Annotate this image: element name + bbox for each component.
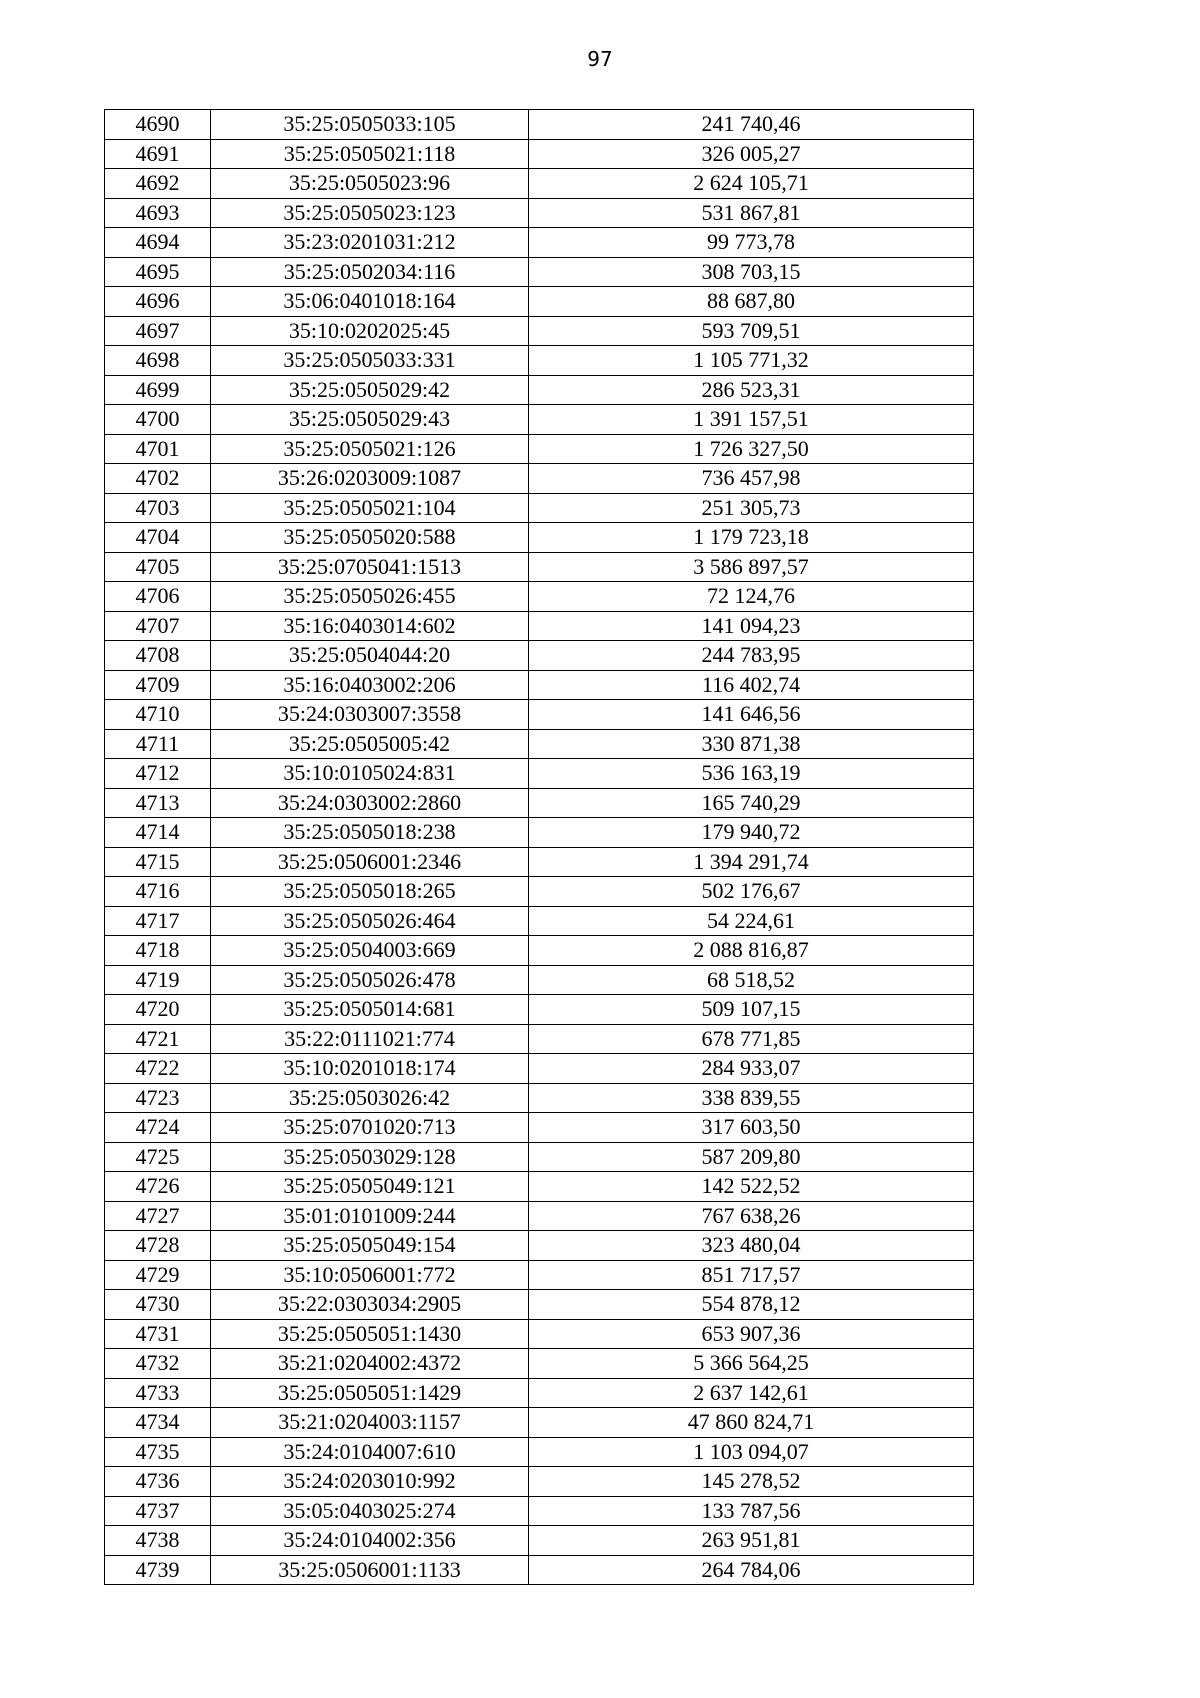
table-row	[105, 877, 974, 907]
row-number-cell: 4737	[105, 1496, 211, 1526]
value-cell: 133 787,56	[529, 1496, 974, 1526]
value-cell: 244 783,95	[529, 641, 974, 671]
value-cell: 767 638,26	[529, 1201, 974, 1231]
table-row	[105, 582, 974, 612]
row-number-cell: 4731	[105, 1319, 211, 1349]
cadastral-number-cell: 35:16:0403014:602	[211, 611, 529, 641]
cadastral-number-cell: 35:25:0505049:121	[211, 1172, 529, 1202]
row-number-cell: 4705	[105, 552, 211, 582]
cadastral-number-cell: 35:25:0505026:478	[211, 965, 529, 995]
cadastral-number-cell: 35:22:0303034:2905	[211, 1290, 529, 1320]
table-row	[105, 995, 974, 1025]
table-row	[105, 1496, 974, 1526]
cadastral-number-cell: 35:06:0401018:164	[211, 287, 529, 317]
table-row	[105, 1555, 974, 1585]
table-row	[105, 1437, 974, 1467]
value-cell: 653 907,36	[529, 1319, 974, 1349]
cadastral-number-cell: 35:05:0403025:274	[211, 1496, 529, 1526]
cadastral-number-cell: 35:25:0505018:265	[211, 877, 529, 907]
value-cell: 72 124,76	[529, 582, 974, 612]
value-cell: 2 624 105,71	[529, 169, 974, 199]
value-cell: 165 740,29	[529, 788, 974, 818]
value-cell: 554 878,12	[529, 1290, 974, 1320]
cadastral-number-cell: 35:25:0701020:713	[211, 1113, 529, 1143]
row-number-cell: 4697	[105, 316, 211, 346]
row-number-cell: 4720	[105, 995, 211, 1025]
row-number-cell: 4694	[105, 228, 211, 258]
table-row	[105, 1319, 974, 1349]
row-number-cell: 4725	[105, 1142, 211, 1172]
value-cell: 5 366 564,25	[529, 1349, 974, 1379]
value-cell: 736 457,98	[529, 464, 974, 494]
cadastral-number-cell: 35:25:0705041:1513	[211, 552, 529, 582]
value-cell: 1 391 157,51	[529, 405, 974, 435]
cadastral-number-cell: 35:25:0502034:116	[211, 257, 529, 287]
value-cell: 851 717,57	[529, 1260, 974, 1290]
table-row	[105, 729, 974, 759]
row-number-cell: 4732	[105, 1349, 211, 1379]
table-row	[105, 670, 974, 700]
row-number-cell: 4698	[105, 346, 211, 376]
row-number-cell: 4710	[105, 700, 211, 730]
cadastral-number-cell: 35:01:0101009:244	[211, 1201, 529, 1231]
table-row	[105, 169, 974, 199]
value-cell: 3 586 897,57	[529, 552, 974, 582]
cadastral-number-cell: 35:25:0505018:238	[211, 818, 529, 848]
table-row	[105, 1349, 974, 1379]
cadastral-number-cell: 35:25:0505020:588	[211, 523, 529, 553]
value-cell: 593 709,51	[529, 316, 974, 346]
value-cell: 509 107,15	[529, 995, 974, 1025]
row-number-cell: 4691	[105, 139, 211, 169]
table-row	[105, 552, 974, 582]
value-cell: 678 771,85	[529, 1024, 974, 1054]
cadastral-number-cell: 35:25:0505029:43	[211, 405, 529, 435]
table-row	[105, 139, 974, 169]
cadastral-number-cell: 35:25:0506001:1133	[211, 1555, 529, 1585]
row-number-cell: 4738	[105, 1526, 211, 1556]
row-number-cell: 4707	[105, 611, 211, 641]
table-row	[105, 1083, 974, 1113]
row-number-cell: 4717	[105, 906, 211, 936]
cadastral-number-cell: 35:25:0505023:123	[211, 198, 529, 228]
cadastral-number-cell: 35:25:0503026:42	[211, 1083, 529, 1113]
value-cell: 286 523,31	[529, 375, 974, 405]
value-cell: 1 394 291,74	[529, 847, 974, 877]
cadastral-number-cell: 35:25:0503029:128	[211, 1142, 529, 1172]
value-cell: 330 871,38	[529, 729, 974, 759]
value-cell: 263 951,81	[529, 1526, 974, 1556]
cadastral-number-cell: 35:10:0105024:831	[211, 759, 529, 789]
table-row	[105, 257, 974, 287]
row-number-cell: 4711	[105, 729, 211, 759]
table-row	[105, 1024, 974, 1054]
row-number-cell: 4721	[105, 1024, 211, 1054]
value-cell: 88 687,80	[529, 287, 974, 317]
value-cell: 1 179 723,18	[529, 523, 974, 553]
table-row	[105, 1408, 974, 1438]
table-row	[105, 700, 974, 730]
cadastral-number-cell: 35:10:0202025:45	[211, 316, 529, 346]
row-number-cell: 4727	[105, 1201, 211, 1231]
cadastral-number-cell: 35:25:0504044:20	[211, 641, 529, 671]
table-row	[105, 405, 974, 435]
table-row	[105, 1201, 974, 1231]
registry-table	[104, 109, 974, 1585]
cadastral-number-cell: 35:23:0201031:212	[211, 228, 529, 258]
table-row	[105, 1054, 974, 1084]
value-cell: 1 726 327,50	[529, 434, 974, 464]
value-cell: 1 105 771,32	[529, 346, 974, 376]
cadastral-number-cell: 35:24:0303007:3558	[211, 700, 529, 730]
cadastral-number-cell: 35:24:0104007:610	[211, 1437, 529, 1467]
table-row	[105, 1378, 974, 1408]
value-cell: 284 933,07	[529, 1054, 974, 1084]
value-cell: 145 278,52	[529, 1467, 974, 1497]
table-row	[105, 346, 974, 376]
table-row	[105, 1142, 974, 1172]
table-row	[105, 759, 974, 789]
value-cell: 47 860 824,71	[529, 1408, 974, 1438]
value-cell: 531 867,81	[529, 198, 974, 228]
page-number: 97	[587, 47, 613, 71]
row-number-cell: 4714	[105, 818, 211, 848]
row-number-cell: 4696	[105, 287, 211, 317]
value-cell: 502 176,67	[529, 877, 974, 907]
row-number-cell: 4739	[105, 1555, 211, 1585]
table-row	[105, 493, 974, 523]
row-number-cell: 4713	[105, 788, 211, 818]
table-row	[105, 641, 974, 671]
table-row	[105, 464, 974, 494]
cadastral-number-cell: 35:25:0505005:42	[211, 729, 529, 759]
value-cell: 308 703,15	[529, 257, 974, 287]
table-row	[105, 316, 974, 346]
value-cell: 2 088 816,87	[529, 936, 974, 966]
row-number-cell: 4722	[105, 1054, 211, 1084]
row-number-cell: 4708	[105, 641, 211, 671]
row-number-cell: 4716	[105, 877, 211, 907]
value-cell: 326 005,27	[529, 139, 974, 169]
value-cell: 99 773,78	[529, 228, 974, 258]
table-row	[105, 228, 974, 258]
table-row	[105, 906, 974, 936]
value-cell: 68 518,52	[529, 965, 974, 995]
cadastral-number-cell: 35:22:0111021:774	[211, 1024, 529, 1054]
table-row	[105, 110, 974, 140]
table-row	[105, 1260, 974, 1290]
cadastral-number-cell: 35:24:0303002:2860	[211, 788, 529, 818]
cadastral-number-cell: 35:10:0201018:174	[211, 1054, 529, 1084]
cadastral-number-cell: 35:25:0505033:105	[211, 110, 529, 140]
row-number-cell: 4715	[105, 847, 211, 877]
table-row	[105, 965, 974, 995]
row-number-cell: 4735	[105, 1437, 211, 1467]
value-cell: 141 094,23	[529, 611, 974, 641]
value-cell: 536 163,19	[529, 759, 974, 789]
cadastral-number-cell: 35:16:0403002:206	[211, 670, 529, 700]
table-row	[105, 1231, 974, 1261]
row-number-cell: 4700	[105, 405, 211, 435]
row-number-cell: 4724	[105, 1113, 211, 1143]
cadastral-number-cell: 35:24:0104002:356	[211, 1526, 529, 1556]
row-number-cell: 4693	[105, 198, 211, 228]
table-row	[105, 936, 974, 966]
value-cell: 54 224,61	[529, 906, 974, 936]
table-row	[105, 847, 974, 877]
row-number-cell: 4695	[105, 257, 211, 287]
cadastral-number-cell: 35:25:0506001:2346	[211, 847, 529, 877]
table-row	[105, 287, 974, 317]
cadastral-number-cell: 35:21:0204003:1157	[211, 1408, 529, 1438]
value-cell: 264 784,06	[529, 1555, 974, 1585]
row-number-cell: 4719	[105, 965, 211, 995]
row-number-cell: 4733	[105, 1378, 211, 1408]
cadastral-number-cell: 35:25:0505033:331	[211, 346, 529, 376]
row-number-cell: 4712	[105, 759, 211, 789]
row-number-cell: 4730	[105, 1290, 211, 1320]
table-row	[105, 434, 974, 464]
table-row	[105, 523, 974, 553]
row-number-cell: 4690	[105, 110, 211, 140]
value-cell: 241 740,46	[529, 110, 974, 140]
cadastral-number-cell: 35:25:0505026:464	[211, 906, 529, 936]
value-cell: 338 839,55	[529, 1083, 974, 1113]
row-number-cell: 4726	[105, 1172, 211, 1202]
cadastral-number-cell: 35:25:0505014:681	[211, 995, 529, 1025]
registry-table-body	[105, 110, 974, 1585]
cadastral-number-cell: 35:26:0203009:1087	[211, 464, 529, 494]
row-number-cell: 4723	[105, 1083, 211, 1113]
row-number-cell: 4692	[105, 169, 211, 199]
value-cell: 323 480,04	[529, 1231, 974, 1261]
row-number-cell: 4702	[105, 464, 211, 494]
value-cell: 141 646,56	[529, 700, 974, 730]
cadastral-number-cell: 35:25:0505023:96	[211, 169, 529, 199]
value-cell: 587 209,80	[529, 1142, 974, 1172]
cadastral-number-cell: 35:25:0505029:42	[211, 375, 529, 405]
table-row	[105, 1290, 974, 1320]
cadastral-number-cell: 35:25:0505021:118	[211, 139, 529, 169]
row-number-cell: 4699	[105, 375, 211, 405]
row-number-cell: 4729	[105, 1260, 211, 1290]
row-number-cell: 4728	[105, 1231, 211, 1261]
cadastral-number-cell: 35:10:0506001:772	[211, 1260, 529, 1290]
cadastral-number-cell: 35:25:0505021:104	[211, 493, 529, 523]
value-cell: 179 940,72	[529, 818, 974, 848]
row-number-cell: 4709	[105, 670, 211, 700]
table-row	[105, 1467, 974, 1497]
value-cell: 251 305,73	[529, 493, 974, 523]
row-number-cell: 4703	[105, 493, 211, 523]
table-row	[105, 818, 974, 848]
cadastral-number-cell: 35:24:0203010:992	[211, 1467, 529, 1497]
value-cell: 2 637 142,61	[529, 1378, 974, 1408]
row-number-cell: 4736	[105, 1467, 211, 1497]
table-row	[105, 1172, 974, 1202]
cadastral-number-cell: 35:25:0505051:1429	[211, 1378, 529, 1408]
table-row	[105, 1526, 974, 1556]
table-row	[105, 788, 974, 818]
row-number-cell: 4734	[105, 1408, 211, 1438]
cadastral-number-cell: 35:25:0505049:154	[211, 1231, 529, 1261]
table-row	[105, 611, 974, 641]
table-row	[105, 198, 974, 228]
row-number-cell: 4704	[105, 523, 211, 553]
cadastral-number-cell: 35:25:0505051:1430	[211, 1319, 529, 1349]
cadastral-number-cell: 35:21:0204002:4372	[211, 1349, 529, 1379]
value-cell: 116 402,74	[529, 670, 974, 700]
row-number-cell: 4701	[105, 434, 211, 464]
value-cell: 142 522,52	[529, 1172, 974, 1202]
cadastral-number-cell: 35:25:0505021:126	[211, 434, 529, 464]
cadastral-number-cell: 35:25:0504003:669	[211, 936, 529, 966]
table-row	[105, 1113, 974, 1143]
value-cell: 317 603,50	[529, 1113, 974, 1143]
table-row	[105, 375, 974, 405]
cadastral-number-cell: 35:25:0505026:455	[211, 582, 529, 612]
value-cell: 1 103 094,07	[529, 1437, 974, 1467]
row-number-cell: 4706	[105, 582, 211, 612]
row-number-cell: 4718	[105, 936, 211, 966]
